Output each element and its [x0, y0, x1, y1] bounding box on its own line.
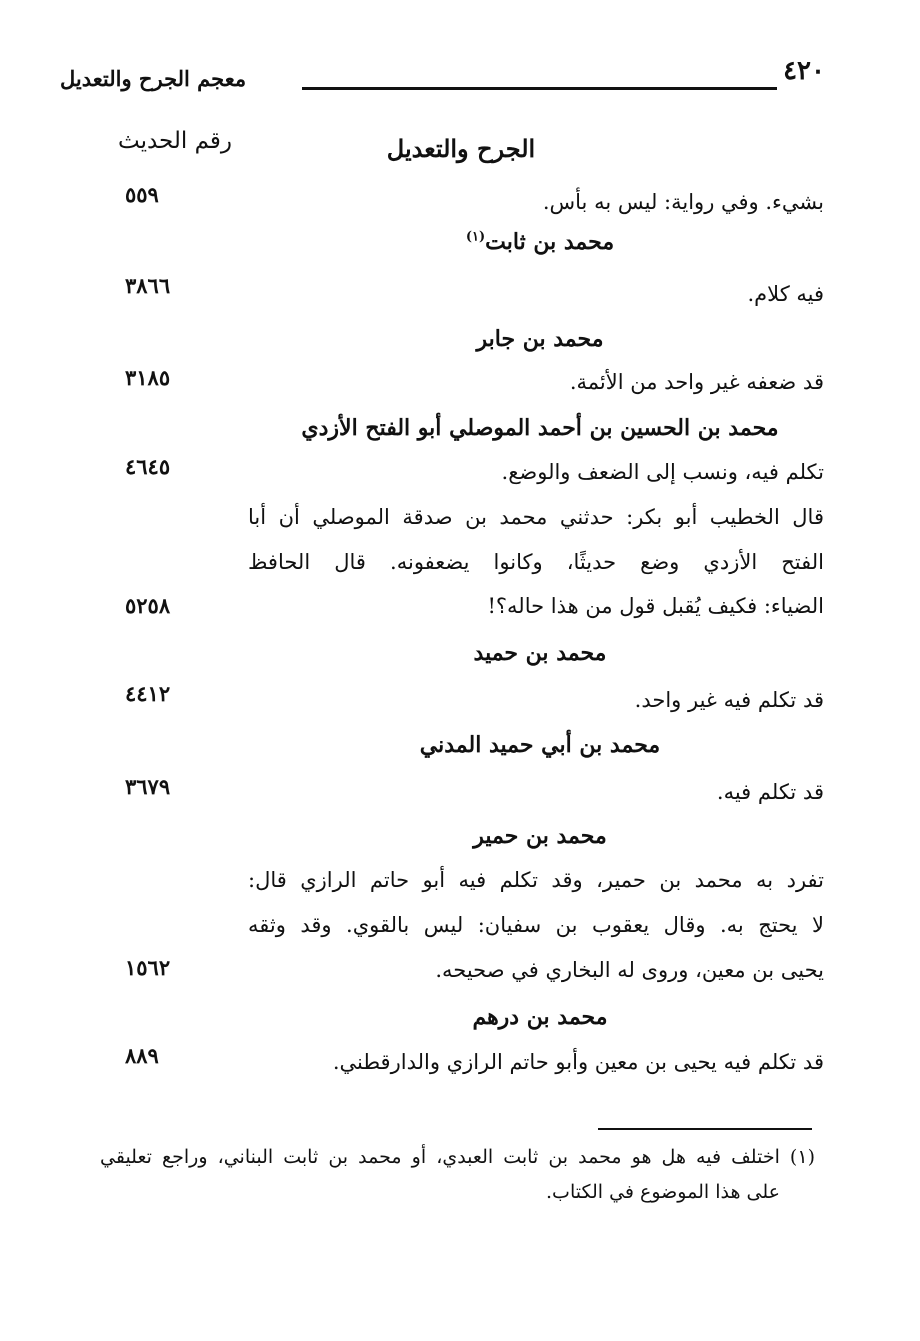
- narrator-name: محمد بن أبي حميد المدني: [419, 732, 661, 758]
- entry-text: بشيء. وفي رواية: ليس به بأس.: [542, 190, 824, 214]
- book-title: معجم الجرح والتعديل: [60, 66, 247, 91]
- column-heading-number: رقم الحديث: [117, 128, 233, 154]
- entry-text: قد تكلم فيه.: [716, 780, 824, 804]
- footnote-text: (١) اختلف فيه هل هو محمد بن ثابت العبدي، أو محمد بن ثابت البناني، وراجع تعليقي: [100, 1146, 815, 1168]
- hadith-number: ٣١٨٥: [125, 365, 171, 390]
- header-rule: [302, 87, 777, 90]
- footnote-marker: (١): [465, 229, 486, 245]
- entry-text: قد ضعفه غير واحد من الأئمة.: [569, 370, 824, 394]
- narrator-name: محمد بن جابر: [476, 326, 604, 352]
- page-number: ٤٢٠: [783, 56, 825, 86]
- narrator-name: محمد بن حمير: [473, 823, 607, 849]
- narrator-name: [250, 229, 830, 255]
- hadith-number: ٤٤١٢: [125, 681, 171, 706]
- entry-text: الضياء: فكيف يُقبل قول من هذا حاله؟!: [487, 594, 824, 618]
- footnote-rule: [598, 1128, 812, 1130]
- narrator-name-text: محمد بن ثابت: [485, 229, 615, 255]
- entry-text: تفرد به محمد بن حمير، وقد تكلم فيه أبو حاتم الرازي قال:: [248, 868, 824, 892]
- narrator-name: محمد بن الحسين بن أحمد الموصلي أبو الفتح الأزدي: [301, 415, 779, 441]
- entry-text: فيه كلام.: [747, 282, 824, 306]
- hadith-number: ٥٢٥٨: [125, 593, 171, 618]
- narrator-name: محمد بن حميد: [473, 640, 607, 666]
- entry-text: يحيى بن معين، وروى له البخاري في صحيحه.: [435, 958, 824, 982]
- hadith-number: ١٥٦٢: [125, 955, 171, 980]
- hadith-number: ٤٦٤٥: [125, 454, 171, 479]
- entry-text: لا يحتج به. وقال يعقوب بن سفيان: ليس بالقوي. وقد وثقه: [248, 913, 824, 937]
- column-heading-main: الجرح والتعديل: [386, 134, 536, 163]
- narrator-name: محمد بن درهم: [472, 1004, 608, 1030]
- entry-text: الفتح الأزدي وضع حديثًا، وكانوا يضعفونه. قال الحافظ: [248, 550, 824, 574]
- footnote-text: على هذا الموضوع في الكتاب.: [546, 1181, 780, 1203]
- hadith-number: ٥٥٩: [125, 182, 159, 207]
- entry-text: قد تكلم فيه يحيى بن معين وأبو حاتم الرازي والدارقطني.: [332, 1050, 824, 1074]
- hadith-number: ٣٨٦٦: [125, 273, 171, 298]
- entry-text: قال الخطيب أبو بكر: حدثني محمد بن صدقة الموصلي أن أبا: [248, 505, 824, 529]
- entry-text: قد تكلم فيه غير واحد.: [634, 688, 824, 712]
- hadith-number: ٣٦٧٩: [125, 774, 171, 799]
- hadith-number: ٨٨٩: [125, 1043, 159, 1068]
- entry-text: تكلم فيه، ونسب إلى الضعف والوضع.: [501, 460, 824, 484]
